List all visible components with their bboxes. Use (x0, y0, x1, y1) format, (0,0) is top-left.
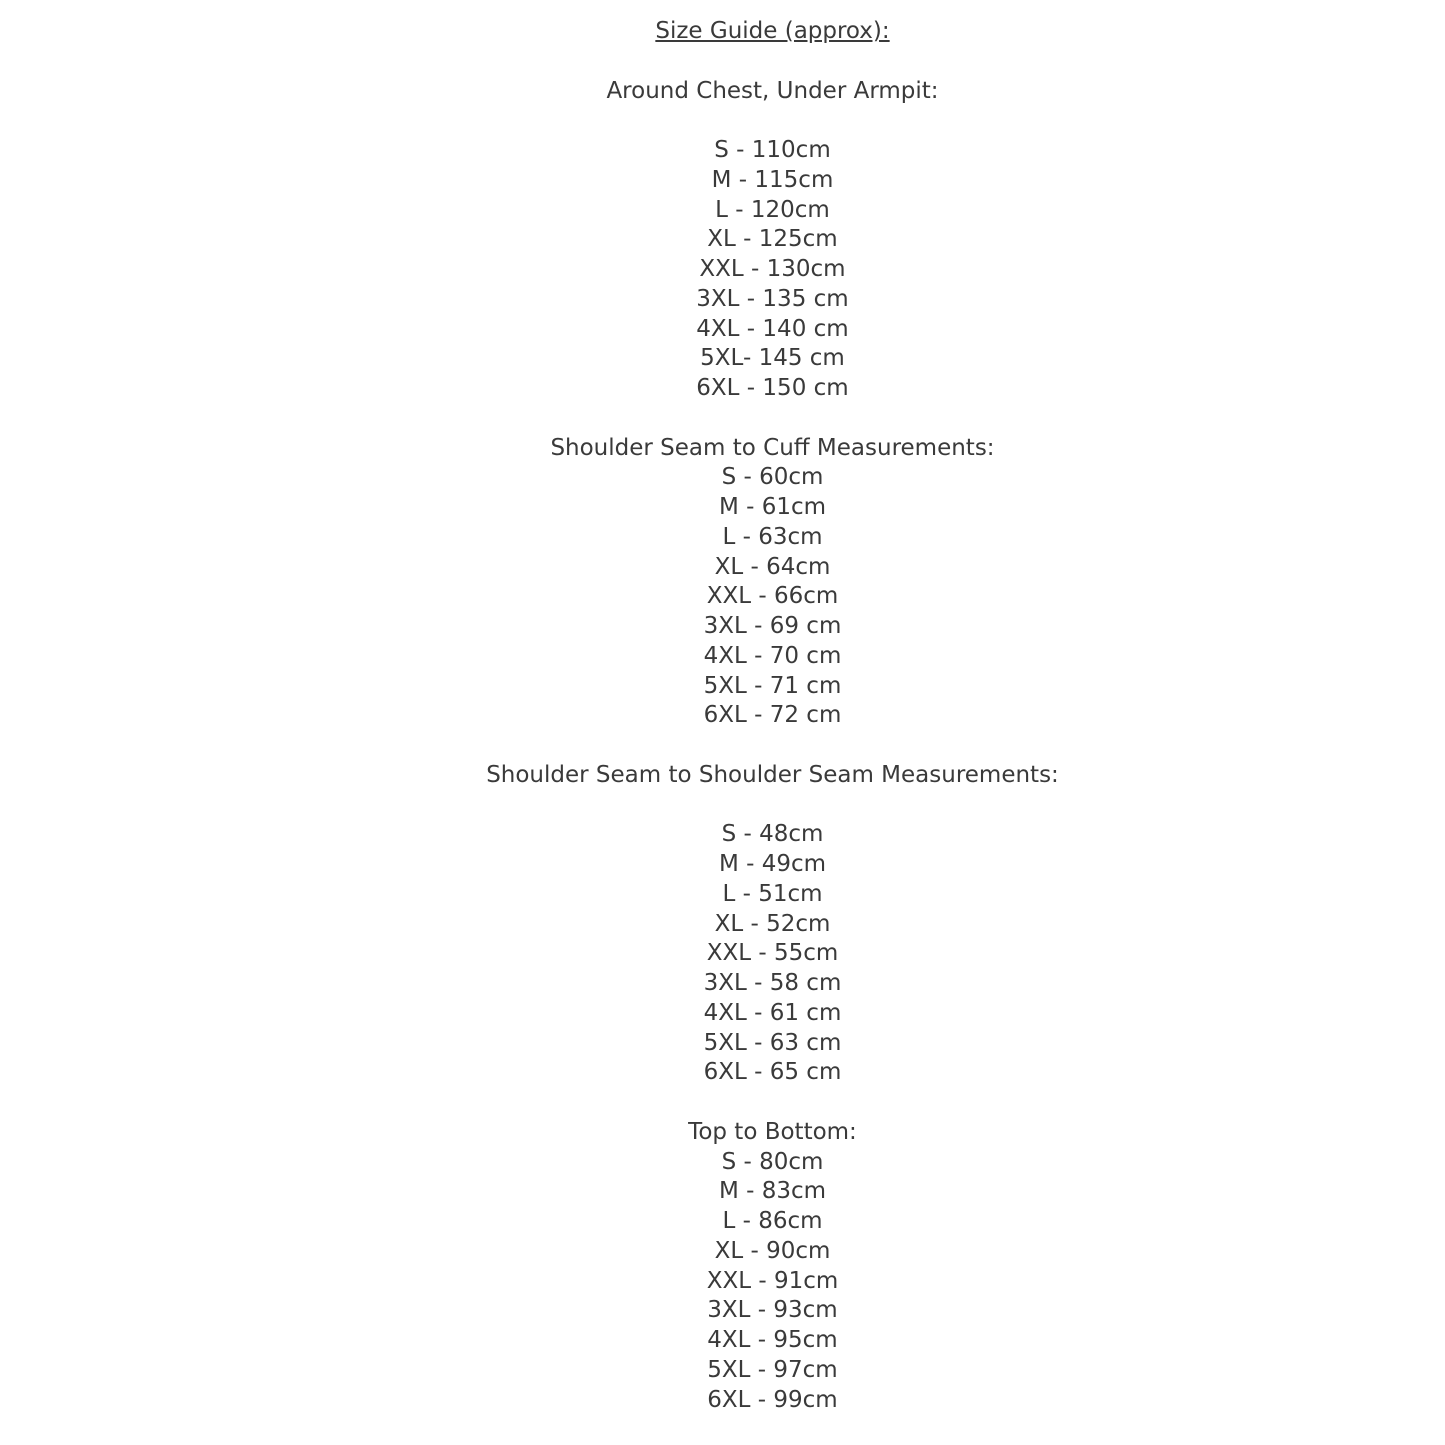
section-heading: Around Chest, Under Armpit: (606, 77, 939, 104)
size-row: 6XL - 150 cm (696, 375, 849, 401)
size-row: XXL - 130cm (699, 256, 846, 282)
sections (100, 77, 1445, 1416)
size-row: 4XL - 70 cm (703, 642, 842, 669)
size-row: 6XL - 72 cm (703, 702, 842, 729)
size-row: XXL - 66cm (706, 583, 839, 610)
spacer (100, 47, 1445, 77)
size-row: 3XL - 58 cm (703, 970, 842, 996)
size-row: XXL - 91cm (706, 1267, 839, 1294)
section-heading: Shoulder Seam to Shoulder Seam Measurements: (486, 761, 1059, 788)
size-row: 5XL - 71 cm (703, 672, 842, 699)
size-row: S - 110cm (714, 137, 831, 163)
size-row: 3XL - 93cm (707, 1297, 838, 1324)
size-row: XL - 64cm (714, 553, 831, 580)
size-row: L - 86cm (722, 1208, 823, 1234)
spacer (100, 791, 1445, 821)
size-row: L - 51cm (722, 880, 823, 907)
section-heading: Shoulder Seam to Cuff Measurements: (550, 434, 995, 461)
spacer (100, 1088, 1445, 1118)
size-row: M - 83cm (718, 1178, 827, 1205)
page-title: Size Guide (approx): (655, 18, 890, 44)
size-row: 5XL - 63 cm (703, 1029, 842, 1056)
size-row: M - 115cm (711, 166, 834, 193)
section-heading: Top to Bottom: (688, 1118, 857, 1145)
size-row: S - 60cm (721, 464, 824, 491)
size-row: L - 120cm (715, 196, 830, 223)
size-row: 6XL - 99cm (707, 1386, 838, 1413)
size-row: 3XL - 135 cm (696, 285, 849, 312)
size-row: 3XL - 69 cm (703, 613, 842, 639)
size-row: XXL - 55cm (706, 940, 839, 967)
size-guide-document (100, 0, 1445, 1415)
size-row: 4XL - 95cm (707, 1327, 838, 1353)
size-row: XL - 90cm (714, 1237, 831, 1264)
size-row: M - 49cm (718, 851, 827, 877)
size-row: XL - 125cm (707, 226, 838, 253)
size-row: 4XL - 140 cm (696, 315, 849, 342)
spacer (100, 404, 1445, 434)
size-row: S - 80cm (721, 1148, 824, 1175)
size-row: S - 48cm (721, 821, 824, 848)
size-row: L - 63cm (722, 523, 823, 550)
size-row: M - 61cm (718, 494, 827, 520)
size-row: XL - 52cm (714, 910, 831, 937)
size-row: 6XL - 65 cm (703, 1059, 842, 1086)
spacer (100, 731, 1445, 761)
size-row: 5XL - 97cm (707, 1356, 838, 1383)
spacer (100, 106, 1445, 136)
size-row: 5XL- 145 cm (700, 345, 845, 372)
size-row: 4XL - 61 cm (703, 999, 842, 1026)
